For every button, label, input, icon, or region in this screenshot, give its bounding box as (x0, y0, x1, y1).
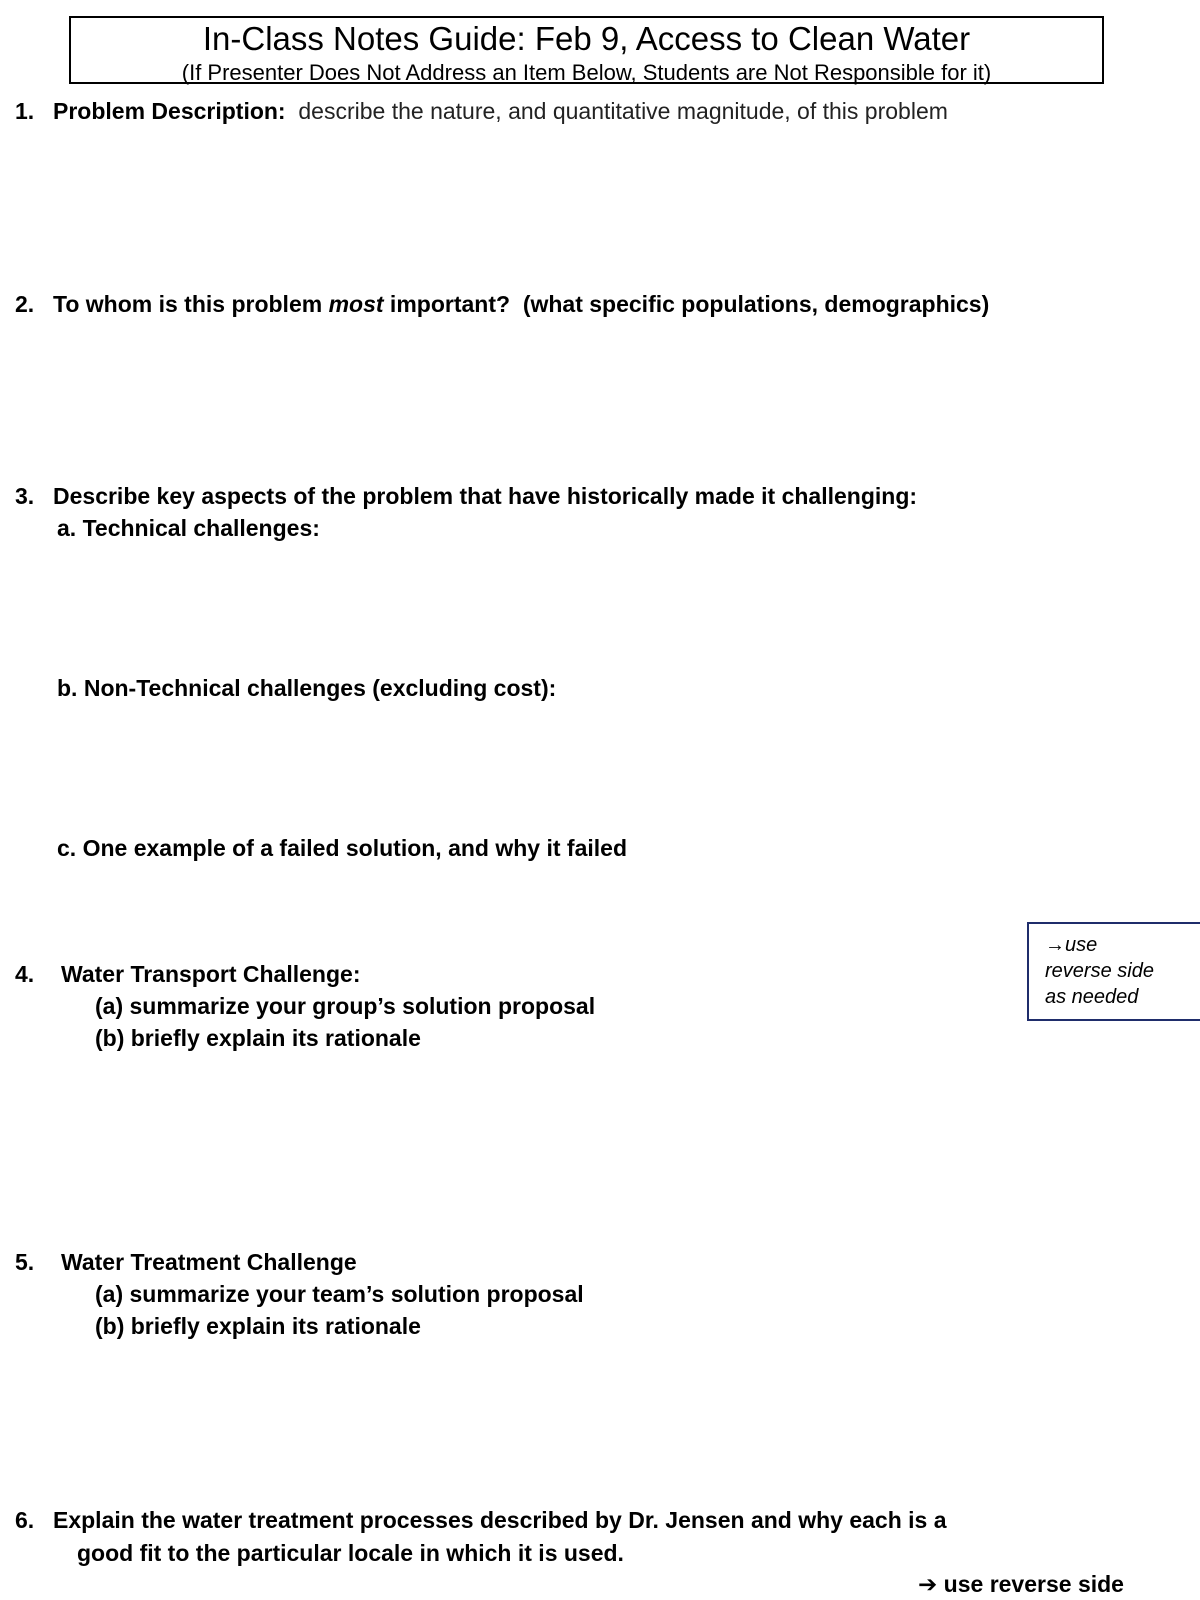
question-1 (15, 97, 948, 125)
question-2-text-before: To whom is this problem (53, 291, 329, 317)
question-4-number: 4. (15, 961, 35, 987)
page-subtitle: (If Presenter Does Not Address an Item Below, Students are Not Responsible for it) (181, 60, 992, 85)
question-5a: (a) summarize your team’s solution proposal (95, 1281, 584, 1307)
question-4b: (b) briefly explain its rationale (95, 1025, 421, 1051)
question-3b: b. Non-Technical challenges (excluding cost): (57, 675, 557, 701)
reverse-side-note: →use reverse side as needed (1027, 922, 1200, 1021)
question-2 (15, 290, 989, 318)
question-4-text: Water Transport Challenge: (61, 961, 361, 987)
footer-text: use reverse side (943, 1571, 1124, 1597)
question-1-number: 1. (15, 98, 35, 124)
title-box (69, 16, 1104, 84)
question-6-line-1: Explain the water treatment processes described by Dr. Jensen and why each is a (53, 1507, 947, 1533)
question-1-text: describe the nature, and quantitative magnitude, of this problem (298, 98, 948, 124)
question-3a: a. Technical challenges: (57, 515, 320, 541)
question-4a: (a) summarize your group’s solution proposal (95, 993, 596, 1019)
question-1-label: Problem Description: (53, 98, 286, 124)
question-6-number: 6. (15, 1507, 35, 1533)
question-3-number: 3. (15, 483, 35, 509)
question-3 (15, 482, 917, 510)
question-4 (15, 960, 360, 988)
right-arrow-icon: ➔ (918, 1571, 938, 1597)
question-5-text: Water Treatment Challenge (61, 1249, 357, 1275)
question-5b: (b) briefly explain its rationale (95, 1313, 421, 1339)
page-title: In-Class Notes Guide: Feb 9, Access to Clean Water (202, 20, 971, 57)
question-2-text-after: important? (what specific populations, demographics) (383, 291, 990, 317)
question-6-line-2: good fit to the particular locale in which it is used. (77, 1540, 624, 1566)
question-5 (15, 1248, 357, 1276)
question-5-number: 5. (15, 1249, 35, 1275)
question-6 (15, 1506, 947, 1534)
question-3c: c. One example of a failed solution, and why it failed (57, 835, 628, 861)
question-3-text: Describe key aspects of the problem that have historically made it challenging: (53, 483, 918, 509)
question-2-emphasis: most (328, 291, 384, 317)
question-2-number: 2. (15, 291, 35, 317)
footer-note (918, 1570, 1124, 1598)
